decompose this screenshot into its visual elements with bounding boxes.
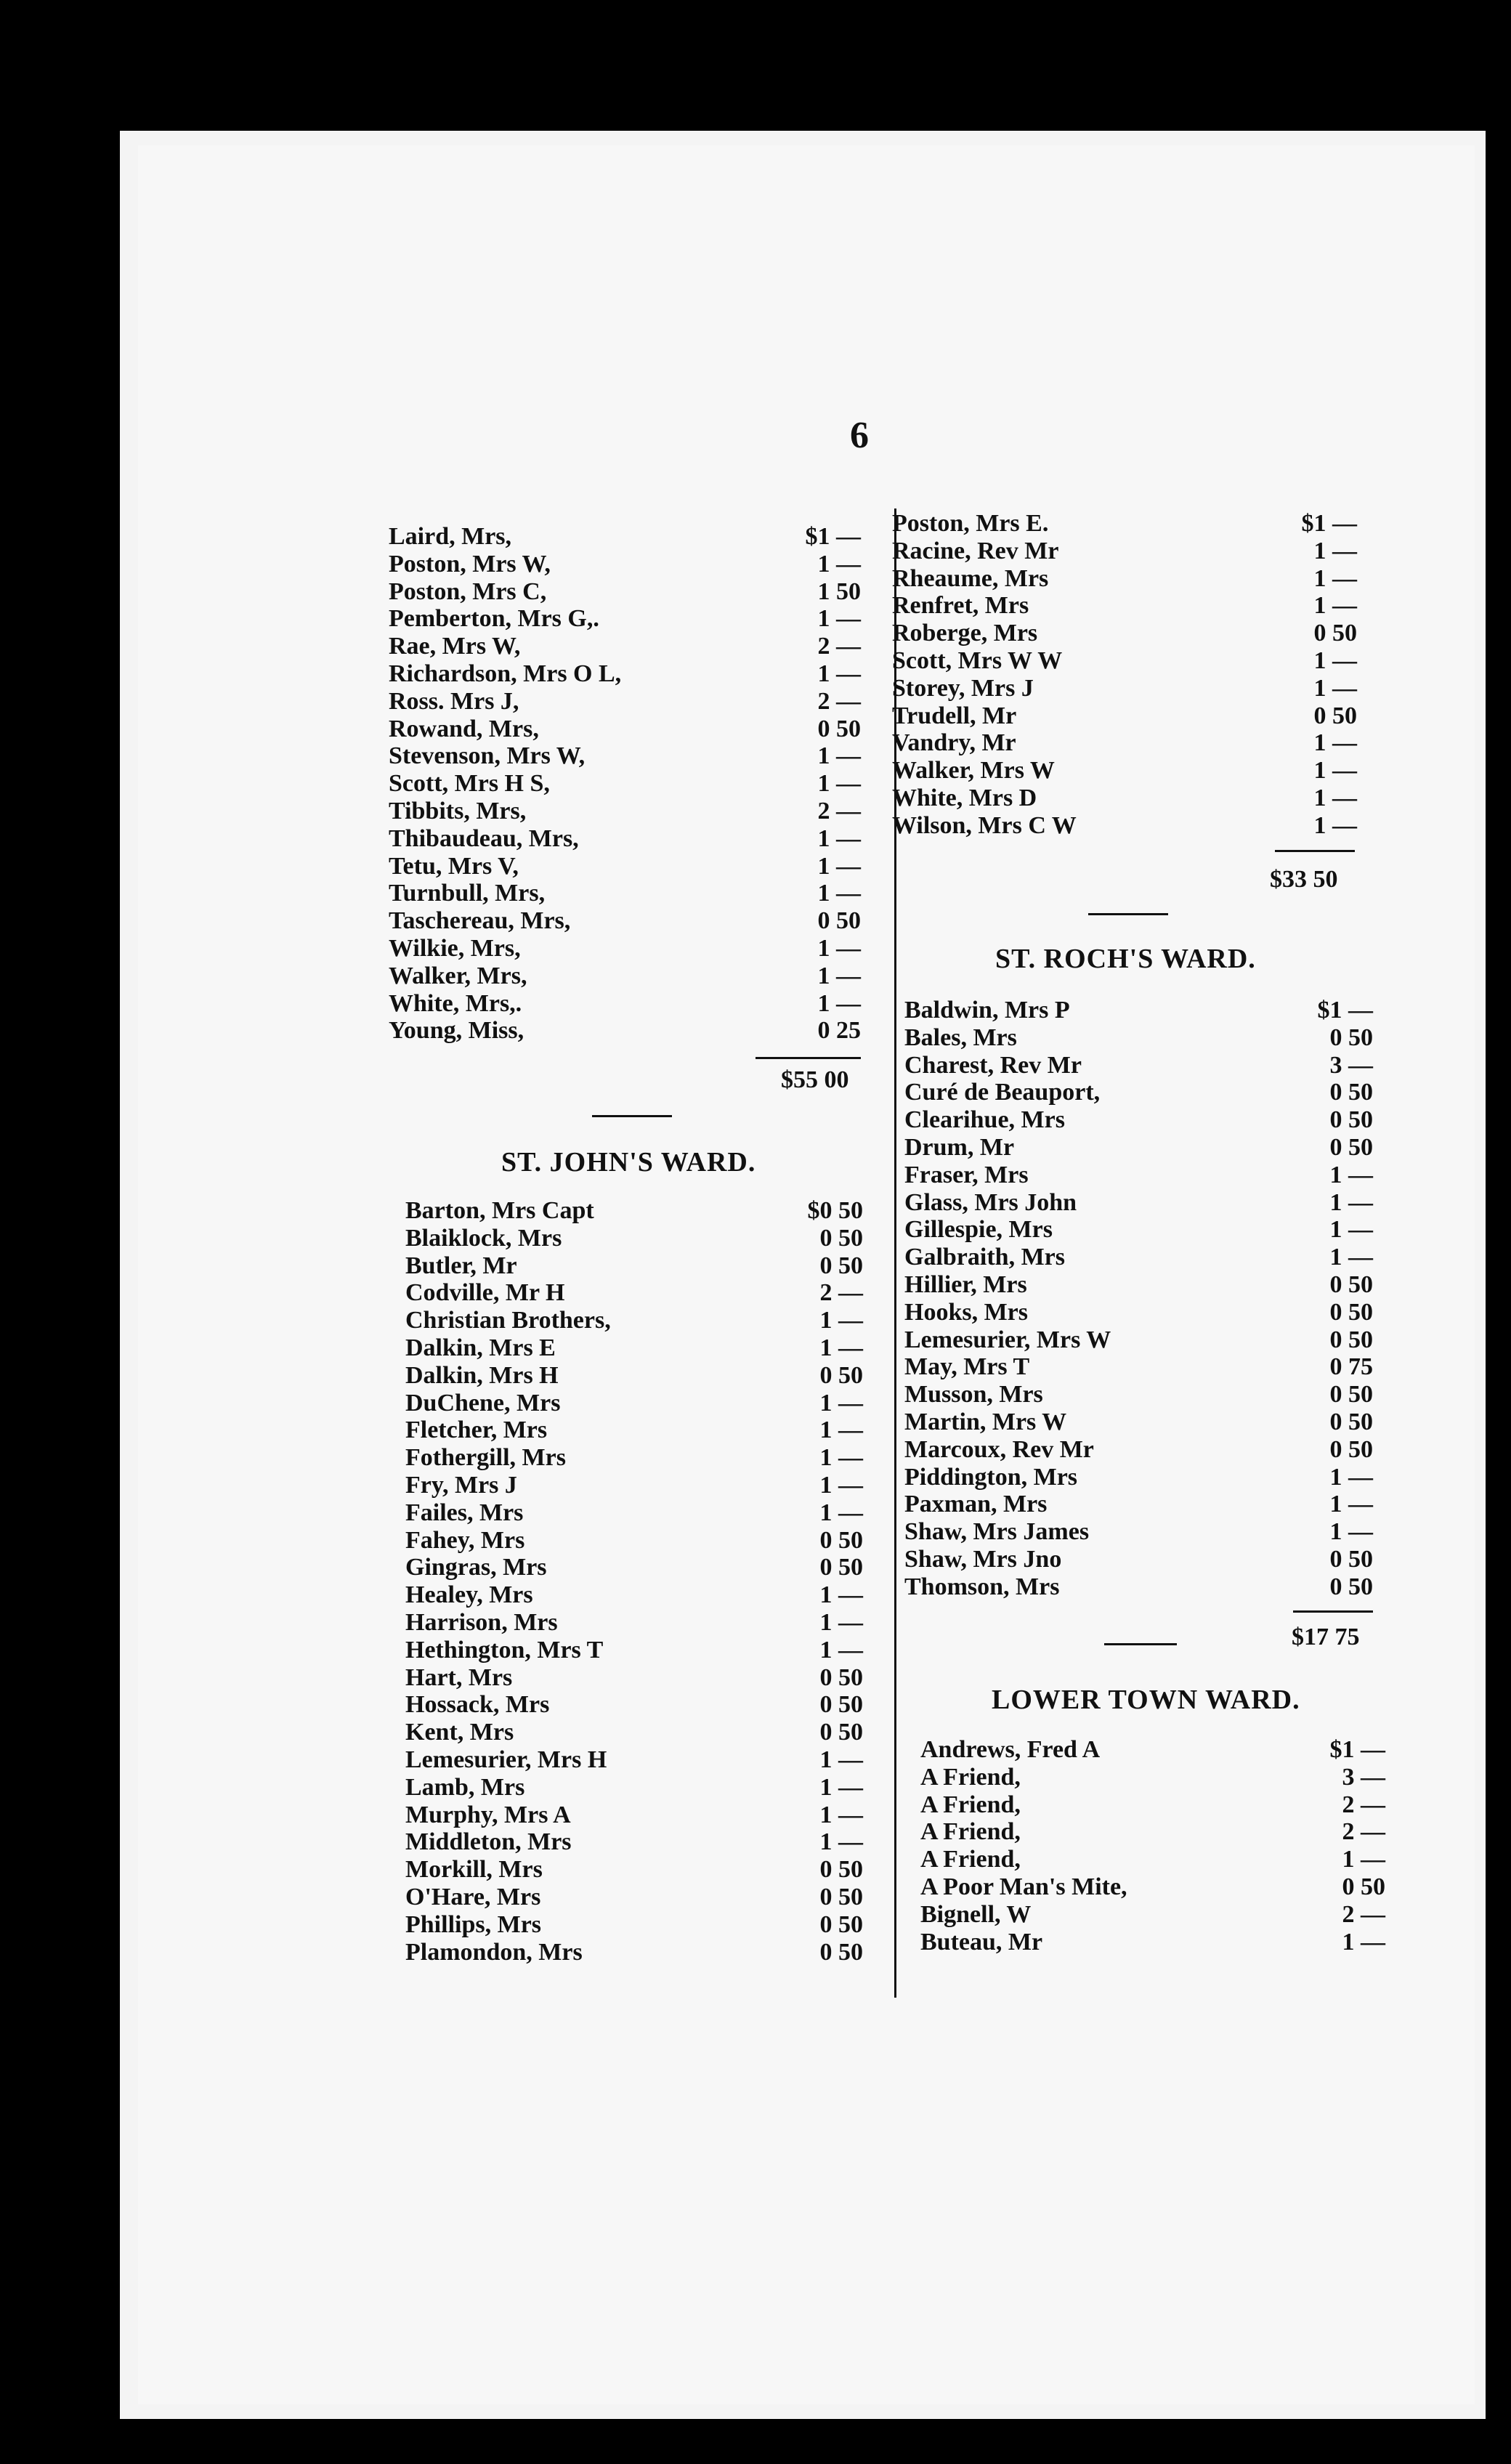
contributor-name: Gillespie, Mrs xyxy=(904,1216,1053,1244)
left-total: $55 00 xyxy=(781,1066,849,1093)
list-item xyxy=(405,1252,863,1279)
list-item xyxy=(389,1017,861,1044)
list-item xyxy=(389,633,861,660)
list-item xyxy=(405,1637,863,1663)
contribution-amount: 1 — xyxy=(819,1334,863,1361)
contributor-name: Murphy, Mrs A xyxy=(405,1801,571,1828)
contributor-name: Piddington, Mrs xyxy=(904,1463,1078,1491)
contribution-amount: 0 50 xyxy=(819,1910,863,1938)
contribution-amount: 1 — xyxy=(819,1472,863,1499)
contributor-name: Charest, Rev Mr xyxy=(904,1051,1082,1079)
list-item xyxy=(405,1609,863,1636)
contributor-name: Curé de Beauport, xyxy=(904,1079,1101,1106)
contribution-amount: 1 — xyxy=(1329,1518,1373,1546)
contributor-name: Harrison, Mrs xyxy=(405,1609,558,1636)
list-item xyxy=(920,1846,1385,1873)
contributor-name: O'Hare, Mrs xyxy=(405,1884,541,1910)
contribution-amount: 1 — xyxy=(817,770,861,798)
list-item xyxy=(405,1774,863,1801)
contribution-amount: 1 50 xyxy=(817,578,861,605)
contributor-name: Walker, Mrs, xyxy=(389,962,527,989)
contribution-amount: 2 — xyxy=(1342,1818,1385,1846)
contributor-name: Dalkin, Mrs H xyxy=(405,1361,559,1389)
list-item xyxy=(389,907,861,934)
list-item xyxy=(405,1884,863,1910)
contributor-name: Hethington, Mrs T xyxy=(405,1636,604,1663)
contribution-amount: 1 — xyxy=(819,1417,863,1444)
list-item xyxy=(892,510,1357,537)
contribution-amount: 2 — xyxy=(819,1279,863,1307)
contribution-amount: 0 50 xyxy=(819,1224,863,1252)
contributor-name: Trudell, Mr xyxy=(892,702,1017,729)
st-rochs-ward-heading: ST. ROCH'S WARD. xyxy=(995,944,1256,974)
contribution-amount: 0 50 xyxy=(819,1884,863,1910)
list-item xyxy=(920,1764,1385,1791)
contribution-amount: 1 — xyxy=(819,1636,863,1663)
list-item xyxy=(405,1746,863,1773)
left-total-rule xyxy=(756,1057,861,1059)
contributor-name: Stevenson, Mrs W, xyxy=(389,742,586,770)
list-item xyxy=(405,1307,863,1334)
list-item xyxy=(405,1581,863,1608)
contribution-amount: 0 50 xyxy=(1313,620,1357,647)
contribution-amount: 1 — xyxy=(1342,1846,1385,1873)
contribution-amount: 1 — xyxy=(817,989,861,1017)
contributor-name: Vandry, Mr xyxy=(892,729,1016,757)
list-item xyxy=(892,565,1357,592)
contribution-amount: 0 50 xyxy=(819,1252,863,1279)
list-item xyxy=(405,1390,863,1417)
contributor-name: Poston, Mrs E. xyxy=(892,510,1049,537)
contribution-amount: 1 — xyxy=(819,1609,863,1636)
contribution-amount: $1 — xyxy=(805,523,861,550)
list-item xyxy=(892,620,1357,647)
roch-total-rule xyxy=(1293,1610,1373,1613)
list-item xyxy=(389,825,861,852)
list-item xyxy=(405,1279,863,1306)
list-item xyxy=(405,1554,863,1581)
list-item xyxy=(904,1079,1373,1106)
contributor-name: Scott, Mrs W W xyxy=(892,647,1063,674)
list-item xyxy=(405,1527,863,1554)
contributor-name: Dalkin, Mrs E xyxy=(405,1334,556,1361)
contribution-amount: 1 — xyxy=(817,962,861,989)
list-item xyxy=(389,523,861,550)
list-item xyxy=(892,702,1357,729)
contribution-amount: 1 — xyxy=(817,660,861,687)
contribution-amount: 0 50 xyxy=(817,715,861,742)
list-item xyxy=(904,1353,1373,1380)
contributor-name: Thibaudeau, Mrs, xyxy=(389,824,579,852)
list-item xyxy=(904,1162,1373,1188)
contributor-name: Clearihue, Mrs xyxy=(904,1106,1065,1134)
list-item xyxy=(920,1929,1385,1956)
right-total-rule xyxy=(1275,850,1355,852)
contribution-amount: 1 — xyxy=(1329,1216,1373,1244)
list-item xyxy=(405,1911,863,1938)
list-item xyxy=(904,1491,1373,1517)
contribution-amount: 0 50 xyxy=(819,1938,863,1966)
contribution-amount: 0 50 xyxy=(817,907,861,935)
list-item xyxy=(892,729,1357,756)
contribution-amount: 2 — xyxy=(817,687,861,715)
contributor-name: Glass, Mrs John xyxy=(904,1188,1077,1216)
list-item xyxy=(904,1189,1373,1216)
list-item xyxy=(389,551,861,578)
list-item xyxy=(920,1901,1385,1928)
list-item xyxy=(405,1334,863,1361)
list-item xyxy=(405,1225,863,1252)
contributor-name: White, Mrs D xyxy=(892,785,1037,811)
contributor-name: Richardson, Mrs O L, xyxy=(389,660,622,687)
contribution-amount: 1 — xyxy=(817,605,861,633)
list-item xyxy=(405,1444,863,1471)
list-item xyxy=(904,1518,1373,1545)
contribution-amount: 1 — xyxy=(1313,564,1357,592)
contributor-name: Fahey, Mrs xyxy=(405,1526,525,1554)
contribution-amount: 1 — xyxy=(819,1499,863,1526)
contribution-amount: 1 — xyxy=(819,1581,863,1609)
list-item xyxy=(389,962,861,989)
list-item xyxy=(405,1197,863,1224)
contribution-amount: 1 — xyxy=(819,1307,863,1334)
contributor-name: Barton, Mrs Capt xyxy=(405,1197,594,1224)
contribution-amount: 1 — xyxy=(1313,592,1357,620)
contribution-amount: 0 50 xyxy=(1329,1298,1373,1326)
contributor-name: Wilkie, Mrs, xyxy=(389,935,521,962)
contributor-name: Storey, Mrs J xyxy=(892,674,1034,702)
contribution-amount: 0 50 xyxy=(1329,1326,1373,1353)
contribution-amount: $0 50 xyxy=(807,1197,863,1224)
contributor-name: Musson, Mrs xyxy=(904,1381,1043,1409)
contribution-amount: 0 50 xyxy=(1329,1106,1373,1134)
contribution-amount: 0 50 xyxy=(819,1691,863,1719)
contributor-name: Roberge, Mrs xyxy=(892,620,1038,647)
contribution-amount: 0 50 xyxy=(819,1719,863,1746)
contribution-amount: 1 — xyxy=(817,742,861,770)
contribution-amount: 1 — xyxy=(817,824,861,852)
contributor-name: May, Mrs T xyxy=(904,1353,1030,1381)
list-item xyxy=(904,1052,1373,1079)
roch-separator xyxy=(1088,913,1168,915)
contributor-name: Bignell, W xyxy=(920,1900,1032,1928)
list-item xyxy=(405,1719,863,1746)
contributor-name: Shaw, Mrs James xyxy=(904,1518,1090,1546)
list-item xyxy=(892,757,1357,784)
list-item xyxy=(389,798,861,824)
list-item xyxy=(904,1573,1373,1600)
contributor-name: Lemesurier, Mrs H xyxy=(405,1746,607,1773)
list-item xyxy=(920,1791,1385,1818)
contribution-amount: 1 — xyxy=(817,935,861,962)
contributor-name: Gingras, Mrs xyxy=(405,1554,547,1581)
contribution-amount: 0 50 xyxy=(819,1526,863,1554)
list-item xyxy=(405,1472,863,1499)
contribution-amount: 0 50 xyxy=(1329,1271,1373,1298)
contributor-name: Hooks, Mrs xyxy=(904,1298,1028,1326)
contributor-name: Thomson, Mrs xyxy=(904,1573,1060,1600)
list-item xyxy=(389,853,861,880)
contribution-amount: 0 50 xyxy=(1329,1134,1373,1161)
contributor-name: Butler, Mr xyxy=(405,1252,517,1279)
contributor-name: Baldwin, Mrs P xyxy=(904,997,1070,1024)
contribution-amount: 2 — xyxy=(1342,1900,1385,1928)
list-item xyxy=(405,1499,863,1526)
contribution-amount: 1 — xyxy=(1329,1161,1373,1188)
contribution-amount: 0 50 xyxy=(819,1663,863,1691)
contributor-name: Taschereau, Mrs, xyxy=(389,907,571,935)
list-item xyxy=(405,1417,863,1443)
roch-total: $17 75 xyxy=(1292,1624,1360,1650)
list-item xyxy=(904,1409,1373,1435)
contributor-name: Wilson, Mrs C W xyxy=(892,811,1077,839)
list-item xyxy=(920,1736,1385,1763)
contributor-name: Rheaume, Mrs xyxy=(892,564,1049,592)
contributor-name: Fry, Mrs J xyxy=(405,1472,517,1499)
contribution-amount: 1 — xyxy=(1329,1463,1373,1491)
contribution-amount: 1 — xyxy=(1342,1928,1385,1956)
list-item xyxy=(405,1802,863,1828)
contribution-amount: $1 — xyxy=(1329,1736,1385,1763)
contribution-amount: 1 — xyxy=(1313,647,1357,674)
contribution-amount: 1 — xyxy=(1313,729,1357,757)
list-item xyxy=(405,1828,863,1855)
contribution-amount: 1 — xyxy=(819,1444,863,1472)
contributor-name: Galbraith, Mrs xyxy=(904,1244,1065,1271)
list-item xyxy=(920,1873,1385,1900)
contribution-amount: 0 50 xyxy=(1329,1381,1373,1409)
st-johns-ward-heading: ST. JOHN'S WARD. xyxy=(501,1147,756,1178)
list-item xyxy=(904,1464,1373,1491)
list-item xyxy=(405,1691,863,1718)
contribution-amount: 1 — xyxy=(1313,811,1357,839)
contribution-amount: 1 — xyxy=(817,852,861,880)
contribution-amount: 0 50 xyxy=(819,1361,863,1389)
contribution-amount: 1 — xyxy=(1313,674,1357,702)
contributor-name: Rowand, Mrs, xyxy=(389,715,539,742)
contributor-name: Plamondon, Mrs xyxy=(405,1938,583,1966)
list-item xyxy=(405,1939,863,1966)
contribution-amount: 2 — xyxy=(817,798,861,824)
contributor-name: Ross. Mrs J, xyxy=(389,687,519,715)
contributor-name: Failes, Mrs xyxy=(405,1499,524,1526)
contribution-amount: 3 — xyxy=(1342,1763,1385,1791)
list-item xyxy=(405,1362,863,1389)
contribution-amount: 0 50 xyxy=(1329,1024,1373,1051)
contribution-amount: 0 50 xyxy=(1329,1409,1373,1435)
page-number: 6 xyxy=(850,415,869,456)
contribution-amount: 1 — xyxy=(1313,785,1357,811)
contributor-name: Hart, Mrs xyxy=(405,1663,513,1691)
contributor-name: Kent, Mrs xyxy=(405,1719,514,1746)
contribution-amount: 1 — xyxy=(1313,757,1357,785)
contributor-name: Blaiklock, Mrs xyxy=(405,1224,562,1252)
contributor-name: White, Mrs,. xyxy=(389,989,522,1017)
contribution-amount: 0 50 xyxy=(1329,1079,1373,1106)
list-item xyxy=(892,647,1357,674)
contributor-name: Andrews, Fred A xyxy=(920,1736,1101,1763)
contributor-name: A Friend, xyxy=(920,1818,1021,1846)
contribution-amount: 0 50 xyxy=(1313,702,1357,729)
list-item xyxy=(389,880,861,907)
contribution-amount: $1 — xyxy=(1317,997,1373,1024)
list-item xyxy=(904,1106,1373,1133)
contributor-name: Paxman, Mrs xyxy=(904,1491,1048,1518)
contributor-name: A Poor Man's Mite, xyxy=(920,1873,1127,1900)
lower-separator xyxy=(1104,1643,1177,1645)
list-item xyxy=(389,716,861,742)
contributor-name: Hossack, Mrs xyxy=(405,1691,550,1719)
contributor-name: Pemberton, Mrs G,. xyxy=(389,605,599,633)
list-item xyxy=(389,660,861,687)
list-item xyxy=(892,785,1357,811)
contribution-amount: 1 — xyxy=(817,550,861,578)
contributor-name: Codville, Mr H xyxy=(405,1279,565,1307)
list-item xyxy=(892,812,1357,839)
list-item xyxy=(904,1436,1373,1463)
list-item xyxy=(904,1326,1373,1353)
contribution-amount: 1 — xyxy=(1329,1188,1373,1216)
contributor-name: Middleton, Mrs xyxy=(405,1828,572,1856)
contributor-name: Young, Miss, xyxy=(389,1017,524,1045)
list-item xyxy=(904,1024,1373,1051)
contribution-amount: 1 — xyxy=(1329,1491,1373,1518)
contributor-name: DuChene, Mrs xyxy=(405,1389,561,1417)
contribution-amount: 1 — xyxy=(819,1828,863,1856)
right-total: $33 50 xyxy=(1270,866,1338,893)
contributor-name: Poston, Mrs C, xyxy=(389,578,547,605)
list-item xyxy=(904,1244,1373,1270)
contributor-name: Marcoux, Rev Mr xyxy=(904,1435,1094,1463)
list-item xyxy=(389,578,861,605)
contribution-amount: 0 25 xyxy=(817,1017,861,1045)
contributor-name: Turnbull, Mrs, xyxy=(389,880,546,907)
contributor-name: Renfret, Mrs xyxy=(892,592,1029,620)
contributor-name: Walker, Mrs W xyxy=(892,757,1055,785)
list-item xyxy=(904,1299,1373,1326)
contribution-amount: 1 — xyxy=(819,1801,863,1828)
contributor-name: A Friend, xyxy=(920,1846,1021,1873)
contribution-amount: 1 — xyxy=(1313,537,1357,564)
contributor-name: Rae, Mrs W, xyxy=(389,633,521,660)
list-item xyxy=(389,770,861,797)
list-item xyxy=(389,688,861,715)
list-item xyxy=(904,1134,1373,1161)
list-item xyxy=(904,1271,1373,1298)
contributor-name: Tetu, Mrs V, xyxy=(389,852,519,880)
contribution-amount: 0 50 xyxy=(1329,1573,1373,1600)
contributor-name: Fothergill, Mrs xyxy=(405,1444,566,1472)
contributor-name: Fletcher, Mrs xyxy=(405,1417,548,1444)
contribution-amount: 3 — xyxy=(1329,1051,1373,1079)
list-item xyxy=(904,1546,1373,1573)
lower-town-ward-heading: LOWER TOWN WARD. xyxy=(992,1685,1300,1715)
contribution-amount: 0 50 xyxy=(819,1554,863,1581)
list-item xyxy=(892,538,1357,564)
list-item xyxy=(389,605,861,632)
contribution-amount: 0 75 xyxy=(1329,1353,1373,1381)
contributor-name: Hillier, Mrs xyxy=(904,1271,1027,1298)
list-item xyxy=(405,1664,863,1691)
contributor-name: Tibbits, Mrs, xyxy=(389,798,527,824)
contributor-name: Morkill, Mrs xyxy=(405,1856,543,1884)
list-item xyxy=(892,675,1357,702)
contribution-amount: 0 50 xyxy=(819,1856,863,1884)
contribution-amount: 1 — xyxy=(817,880,861,907)
section-separator xyxy=(592,1115,672,1117)
list-item xyxy=(405,1856,863,1883)
contributor-name: Shaw, Mrs Jno xyxy=(904,1546,1062,1573)
contributor-name: A Friend, xyxy=(920,1763,1021,1791)
contribution-amount: 2 — xyxy=(817,633,861,660)
contributor-name: Phillips, Mrs xyxy=(405,1910,542,1938)
contributor-name: Fraser, Mrs xyxy=(904,1161,1029,1188)
contribution-amount: $1 — xyxy=(1301,510,1357,537)
contributor-name: Christian Brothers, xyxy=(405,1307,611,1334)
list-item xyxy=(389,742,861,769)
contributor-name: Buteau, Mr xyxy=(920,1928,1043,1956)
contribution-amount: 0 50 xyxy=(1329,1435,1373,1463)
list-item xyxy=(892,592,1357,619)
contribution-amount: 1 — xyxy=(819,1389,863,1417)
contributor-name: Poston, Mrs W, xyxy=(389,550,551,578)
contribution-amount: 1 — xyxy=(819,1746,863,1773)
contribution-amount: 0 50 xyxy=(1342,1873,1385,1900)
list-item xyxy=(904,1216,1373,1243)
contributor-name: Lemesurier, Mrs W xyxy=(904,1326,1111,1353)
contributor-name: Laird, Mrs, xyxy=(389,523,512,550)
contributor-name: Healey, Mrs xyxy=(405,1581,533,1609)
contribution-amount: 1 — xyxy=(819,1773,863,1801)
contributor-name: Bales, Mrs xyxy=(904,1024,1017,1051)
list-item xyxy=(904,997,1373,1024)
contributor-name: A Friend, xyxy=(920,1791,1021,1818)
contributor-name: Lamb, Mrs xyxy=(405,1773,525,1801)
contributor-name: Racine, Rev Mr xyxy=(892,537,1059,564)
contributor-name: Scott, Mrs H S, xyxy=(389,770,550,798)
list-item xyxy=(904,1381,1373,1408)
contribution-amount: 0 50 xyxy=(1329,1546,1373,1573)
list-item xyxy=(920,1818,1385,1845)
contributor-name: Drum, Mr xyxy=(904,1134,1015,1161)
contribution-amount: 2 — xyxy=(1342,1791,1385,1818)
list-item xyxy=(389,935,861,962)
contributor-name: Martin, Mrs W xyxy=(904,1409,1067,1435)
list-item xyxy=(389,990,861,1017)
contribution-amount: 1 — xyxy=(1329,1244,1373,1271)
